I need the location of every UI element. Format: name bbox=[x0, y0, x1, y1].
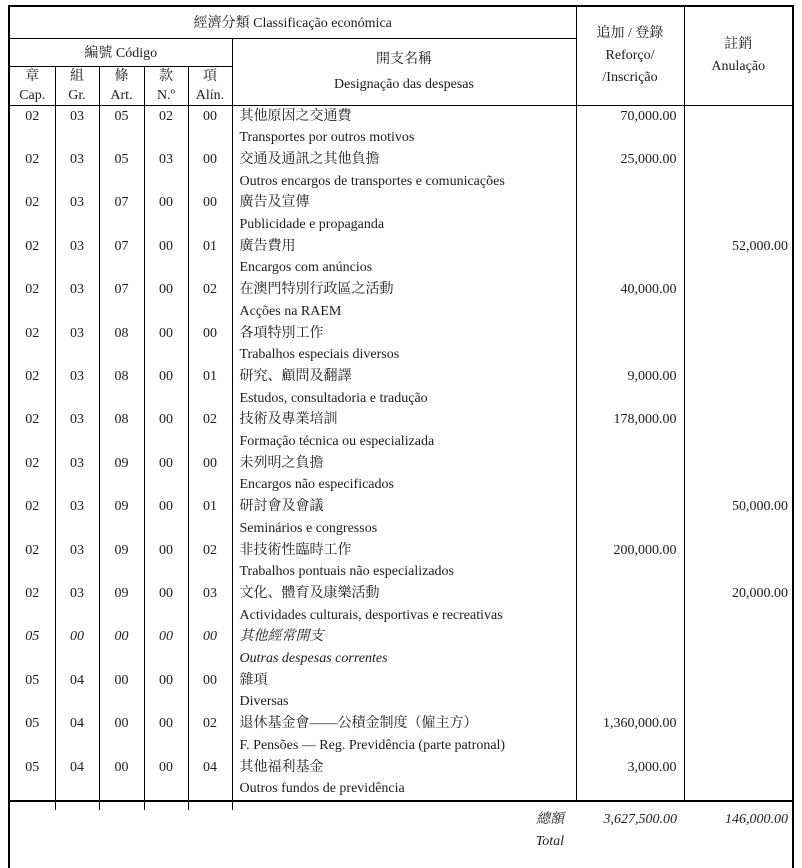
expense-name-pt: Publicidade e propaganda bbox=[239, 217, 385, 233]
totals-label-cell bbox=[9, 801, 576, 868]
column-stub bbox=[144, 802, 145, 810]
expense-name-pt: Actividades culturais, desportivas e recreativas bbox=[239, 607, 503, 623]
column-stub bbox=[55, 802, 56, 810]
code-cell-art: 09 bbox=[99, 583, 144, 626]
column-stub bbox=[99, 802, 100, 810]
code-cell-cap: 02 bbox=[9, 583, 55, 626]
expense-designation-cell bbox=[232, 192, 576, 235]
anulacao-amount bbox=[684, 670, 793, 713]
economic-classification-table bbox=[8, 5, 794, 868]
reforco-amount: 9,000.00 bbox=[576, 366, 684, 409]
expense-designation-cell bbox=[232, 453, 576, 496]
table-row bbox=[9, 236, 793, 279]
code-cell-n: 02 bbox=[144, 105, 188, 149]
code-cell-alin: 01 bbox=[188, 236, 232, 279]
expense-name-zh: 未列明之負擔 bbox=[239, 455, 324, 471]
expense-name-zh: 文化、體育及康樂活動 bbox=[239, 585, 380, 601]
header-reforco-inscricao bbox=[576, 6, 684, 105]
table-body bbox=[9, 105, 793, 801]
table-header bbox=[9, 6, 793, 105]
totals-label-pt: Total bbox=[535, 834, 564, 849]
expense-name-zh: 在澳門特別行政區之活動 bbox=[239, 282, 394, 298]
code-cell-art: 00 bbox=[99, 670, 144, 713]
code-cell-art: 09 bbox=[99, 496, 144, 539]
code-cell-cap: 02 bbox=[9, 105, 55, 149]
table-row bbox=[9, 670, 793, 713]
expense-name-zh: 廣告及宣傳 bbox=[239, 195, 310, 211]
expense-name-pt: Outras despesas correntes bbox=[239, 651, 388, 667]
code-cell-n: 00 bbox=[144, 757, 188, 801]
expense-designation-cell bbox=[232, 496, 576, 539]
expense-designation-cell bbox=[232, 409, 576, 452]
header-designation-pt: Designação das despesas bbox=[334, 76, 474, 92]
expense-name-zh: 其他經常開支 bbox=[239, 629, 324, 645]
code-cell-gr: 03 bbox=[55, 323, 99, 366]
anulacao-amount: 52,000.00 bbox=[684, 236, 793, 279]
code-cell-gr: 04 bbox=[55, 713, 99, 756]
table-footer bbox=[9, 801, 793, 868]
code-cell-art: 00 bbox=[99, 757, 144, 801]
column-stub bbox=[232, 802, 233, 810]
code-cell-cap: 02 bbox=[9, 496, 55, 539]
expense-name-zh: 研究、顧問及翻譯 bbox=[239, 368, 352, 384]
anulacao-amount bbox=[684, 323, 793, 366]
expense-name-zh: 交通及通訊之其他負擔 bbox=[239, 151, 380, 167]
header-designation bbox=[232, 38, 576, 105]
totals-row bbox=[9, 801, 793, 868]
expense-designation-cell bbox=[232, 105, 576, 149]
code-cell-alin: 04 bbox=[188, 757, 232, 801]
code-cell-gr: 03 bbox=[55, 105, 99, 149]
code-cell-gr: 03 bbox=[55, 149, 99, 192]
reforco-amount: 70,000.00 bbox=[576, 105, 684, 149]
code-cell-gr: 03 bbox=[55, 540, 99, 583]
code-cell-gr: 03 bbox=[55, 409, 99, 452]
anulacao-amount bbox=[684, 409, 793, 452]
code-cell-cap: 02 bbox=[9, 453, 55, 496]
expense-name-pt: Outros fundos de previdência bbox=[239, 781, 405, 797]
code-cell-cap: 02 bbox=[9, 149, 55, 192]
code-cell-gr: 03 bbox=[55, 453, 99, 496]
code-cell-art: 05 bbox=[99, 105, 144, 149]
code-cell-alin: 03 bbox=[188, 583, 232, 626]
table-row bbox=[9, 453, 793, 496]
anulacao-amount bbox=[684, 279, 793, 322]
code-cell-gr: 04 bbox=[55, 670, 99, 713]
code-cell-cap: 02 bbox=[9, 409, 55, 452]
expense-name-pt: Seminários e congressos bbox=[239, 520, 378, 536]
code-cell-n: 00 bbox=[144, 453, 188, 496]
reforco-amount: 200,000.00 bbox=[576, 540, 684, 583]
code-cell-n: 00 bbox=[144, 366, 188, 409]
code-cell-n: 00 bbox=[144, 496, 188, 539]
reforco-amount bbox=[576, 496, 684, 539]
code-cell-cap: 02 bbox=[9, 279, 55, 322]
header-economic-classification: 經濟分類 Classificação económica bbox=[9, 6, 576, 38]
code-cell-art: 08 bbox=[99, 323, 144, 366]
code-cell-cap: 05 bbox=[9, 713, 55, 756]
code-cell-art: 00 bbox=[99, 713, 144, 756]
table-row bbox=[9, 713, 793, 756]
code-cell-art: 07 bbox=[99, 279, 144, 322]
code-cell-alin: 02 bbox=[188, 409, 232, 452]
code-cell-alin: 00 bbox=[188, 453, 232, 496]
code-cell-n: 00 bbox=[144, 713, 188, 756]
anulacao-amount bbox=[684, 453, 793, 496]
header-reforco-line-pt2: /Inscrição bbox=[602, 69, 658, 85]
reforco-amount bbox=[576, 670, 684, 713]
anulacao-amount bbox=[684, 713, 793, 756]
code-cell-n: 03 bbox=[144, 149, 188, 192]
header-col-art: 條 Art. bbox=[99, 66, 144, 105]
code-cell-gr: 03 bbox=[55, 366, 99, 409]
code-cell-gr: 03 bbox=[55, 236, 99, 279]
header-anulacao bbox=[684, 6, 793, 105]
table-row bbox=[9, 279, 793, 322]
anulacao-amount bbox=[684, 149, 793, 192]
anulacao-amount bbox=[684, 366, 793, 409]
anulacao-amount bbox=[684, 540, 793, 583]
expense-designation-cell bbox=[232, 583, 576, 626]
reforco-amount bbox=[576, 236, 684, 279]
expense-name-zh: 技術及專業培訓 bbox=[239, 412, 338, 428]
expense-designation-cell bbox=[232, 540, 576, 583]
code-cell-cap: 05 bbox=[9, 670, 55, 713]
expense-name-zh: 雜項 bbox=[239, 672, 268, 688]
code-cell-n: 00 bbox=[144, 279, 188, 322]
code-cell-alin: 00 bbox=[188, 192, 232, 235]
code-cell-n: 00 bbox=[144, 236, 188, 279]
reforco-amount bbox=[576, 453, 684, 496]
expense-name-pt: Trabalhos especiais diversos bbox=[239, 347, 400, 363]
code-cell-alin: 00 bbox=[188, 149, 232, 192]
code-cell-alin: 02 bbox=[188, 279, 232, 322]
code-cell-alin: 00 bbox=[188, 626, 232, 669]
code-cell-art: 08 bbox=[99, 409, 144, 452]
expense-name-pt: Outros encargos de transportes e comunicações bbox=[239, 173, 505, 189]
anulacao-amount bbox=[684, 757, 793, 801]
code-cell-gr: 03 bbox=[55, 583, 99, 626]
code-cell-gr: 03 bbox=[55, 279, 99, 322]
code-cell-art: 07 bbox=[99, 192, 144, 235]
code-cell-cap: 02 bbox=[9, 236, 55, 279]
code-cell-cap: 05 bbox=[9, 757, 55, 801]
table-row bbox=[9, 192, 793, 235]
table-row bbox=[9, 496, 793, 539]
header-col-cap: 章 Cap. bbox=[9, 66, 55, 105]
table-row bbox=[9, 757, 793, 801]
table-row bbox=[9, 105, 793, 149]
table-row bbox=[9, 149, 793, 192]
anulacao-amount bbox=[684, 105, 793, 149]
code-cell-art: 00 bbox=[99, 626, 144, 669]
expense-designation-cell bbox=[232, 670, 576, 713]
expense-name-pt: Encargos com anúncios bbox=[239, 260, 373, 276]
header-reforco-line-zh: 追加 / 登錄 bbox=[596, 25, 664, 41]
table-row bbox=[9, 409, 793, 452]
reforco-amount: 178,000.00 bbox=[576, 409, 684, 452]
expense-name-zh: 各項特別工作 bbox=[239, 325, 324, 341]
expense-designation-cell bbox=[232, 149, 576, 192]
header-anulacao-line-pt: Anulação bbox=[711, 58, 766, 74]
code-cell-art: 09 bbox=[99, 540, 144, 583]
code-cell-n: 00 bbox=[144, 323, 188, 366]
code-cell-cap: 02 bbox=[9, 192, 55, 235]
anulacao-amount bbox=[684, 192, 793, 235]
reforco-amount bbox=[576, 583, 684, 626]
code-cell-n: 00 bbox=[144, 670, 188, 713]
code-cell-alin: 01 bbox=[188, 496, 232, 539]
reforco-amount: 25,000.00 bbox=[576, 149, 684, 192]
code-cell-cap: 02 bbox=[9, 540, 55, 583]
expense-name-pt: Trabalhos pontuais não especializados bbox=[239, 564, 454, 580]
header-col-gr: 組 Gr. bbox=[55, 66, 99, 105]
code-cell-alin: 00 bbox=[188, 670, 232, 713]
expense-designation-cell bbox=[232, 236, 576, 279]
expense-designation-cell bbox=[232, 323, 576, 366]
expense-designation-cell bbox=[232, 626, 576, 669]
code-cell-art: 09 bbox=[99, 453, 144, 496]
expense-name-pt: Estudos, consultadoria e tradução bbox=[239, 390, 428, 406]
code-cell-gr: 03 bbox=[55, 496, 99, 539]
code-cell-cap: 05 bbox=[9, 626, 55, 669]
totals-reforco-amount: 3,627,500.00 bbox=[576, 801, 684, 868]
reforco-amount: 1,360,000.00 bbox=[576, 713, 684, 756]
expense-designation-cell bbox=[232, 757, 576, 801]
header-code-group: 編號 Código bbox=[9, 38, 232, 66]
header-designation-zh: 開支名稱 bbox=[376, 51, 432, 67]
header-anulacao-line-zh: 註銷 bbox=[724, 36, 753, 52]
anulacao-amount: 50,000.00 bbox=[684, 496, 793, 539]
code-cell-alin: 00 bbox=[188, 323, 232, 366]
reforco-amount: 40,000.00 bbox=[576, 279, 684, 322]
code-cell-n: 00 bbox=[144, 540, 188, 583]
table-row bbox=[9, 323, 793, 366]
code-cell-art: 08 bbox=[99, 366, 144, 409]
code-cell-alin: 00 bbox=[188, 105, 232, 149]
code-cell-alin: 02 bbox=[188, 713, 232, 756]
code-cell-cap: 02 bbox=[9, 366, 55, 409]
code-cell-gr: 00 bbox=[55, 626, 99, 669]
table-row bbox=[9, 540, 793, 583]
expense-name-pt: Diversas bbox=[239, 694, 289, 710]
header-reforco-line-pt1: Reforço/ bbox=[605, 47, 655, 63]
column-stub bbox=[188, 802, 189, 810]
expense-name-zh: 非技術性臨時工作 bbox=[239, 542, 352, 558]
anulacao-amount bbox=[684, 626, 793, 669]
anulacao-amount: 20,000.00 bbox=[684, 583, 793, 626]
code-cell-gr: 03 bbox=[55, 192, 99, 235]
expense-name-pt: F. Pensões — Reg. Previdência (parte patronal) bbox=[239, 737, 506, 753]
expense-name-zh: 退休基金會——公積金制度（僱主方） bbox=[239, 716, 478, 732]
expense-name-zh: 研討會及會議 bbox=[239, 499, 324, 515]
table-row bbox=[9, 366, 793, 409]
expense-designation-cell bbox=[232, 366, 576, 409]
expense-designation-cell bbox=[232, 279, 576, 322]
code-cell-n: 00 bbox=[144, 192, 188, 235]
table-row bbox=[9, 583, 793, 626]
header-col-alin: 項 Alín. bbox=[188, 66, 232, 105]
expense-name-zh: 其他福利基金 bbox=[239, 759, 324, 775]
code-cell-alin: 01 bbox=[188, 366, 232, 409]
expense-name-pt: Acções na RAEM bbox=[239, 303, 342, 319]
table-row bbox=[9, 626, 793, 669]
expense-name-zh: 廣告費用 bbox=[239, 238, 296, 254]
reforco-amount bbox=[576, 192, 684, 235]
code-cell-n: 00 bbox=[144, 409, 188, 452]
code-cell-alin: 02 bbox=[188, 540, 232, 583]
expense-name-pt: Encargos não especificados bbox=[239, 477, 394, 493]
totals-anulacao-amount: 146,000.00 bbox=[684, 801, 793, 868]
code-cell-cap: 02 bbox=[9, 323, 55, 366]
expense-name-pt: Formação técnica ou especializada bbox=[239, 434, 435, 450]
code-cell-gr: 04 bbox=[55, 757, 99, 801]
expense-designation-cell bbox=[232, 713, 576, 756]
code-cell-n: 00 bbox=[144, 583, 188, 626]
code-cell-n: 00 bbox=[144, 626, 188, 669]
expense-name-zh: 其他原因之交通費 bbox=[239, 108, 352, 124]
totals-label-zh: 總額 bbox=[536, 812, 564, 827]
code-cell-art: 07 bbox=[99, 236, 144, 279]
header-col-n: 款 N.º bbox=[144, 66, 188, 105]
reforco-amount bbox=[576, 626, 684, 669]
expense-name-pt: Transportes por outros motivos bbox=[239, 130, 415, 146]
reforco-amount: 3,000.00 bbox=[576, 757, 684, 801]
reforco-amount bbox=[576, 323, 684, 366]
code-cell-art: 05 bbox=[99, 149, 144, 192]
